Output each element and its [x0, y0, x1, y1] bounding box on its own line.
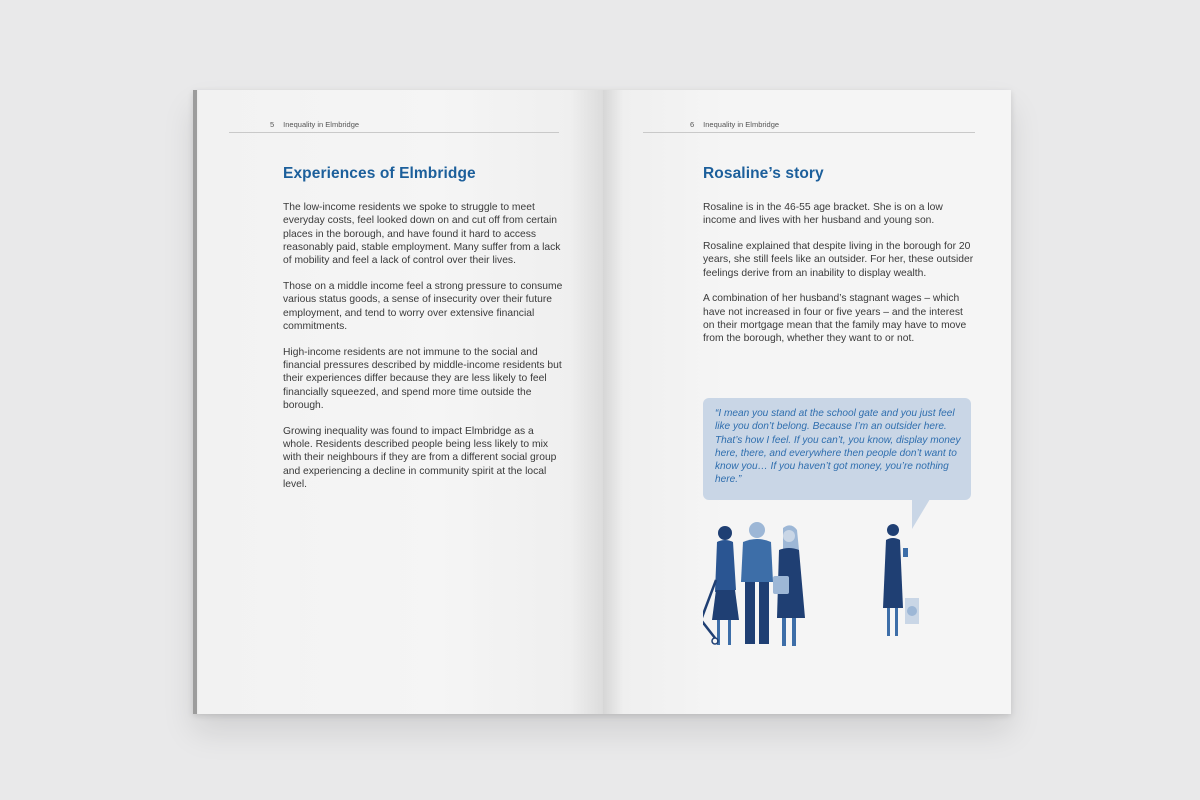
right-page-title: Rosaline’s story — [703, 165, 824, 182]
left-page-number: 5 — [270, 120, 275, 129]
people-at-school-gate-illustration — [703, 520, 963, 670]
paragraph: Growing inequality was found to impact Elmbridge as a whole. Residents described people being less likely to mix with their neighbours if they are from a different social group and experiencing a decline in community spirit at the local level. — [283, 425, 557, 490]
left-header-rule — [229, 132, 559, 133]
paragraph: Rosaline is in the 46-55 age bracket. She is on a low income and lives with her husband and young son. — [703, 202, 943, 227]
paragraph: Rosaline explained that despite living in the borough for 20 years, she still feels like an outsider. For her, these outsider feelings derive from an inability to display wealth. — [703, 241, 974, 279]
right-page-number: 6 — [690, 120, 695, 129]
paragraph: The low-income residents we spoke to struggle to meet everyday costs, feel looked down on and cut off from certain places in the borough, and have found it hard to access reasonably paid, stable employment. Many suffer from a lack of mobility and feel a lack of control over their lives. — [283, 202, 561, 267]
woman-on-phone-icon — [883, 524, 919, 636]
right-header-rule — [643, 132, 975, 133]
left-running-head — [270, 120, 359, 129]
quote-bubble — [703, 398, 971, 500]
woman-with-bag-icon — [773, 525, 805, 646]
paragraph: Those on a middle income feel a strong pressure to consume various status goods, a sense of insecurity over their future employment, and tend to worry over extensive financial commitments. — [283, 280, 563, 332]
right-running-head — [690, 120, 779, 129]
open-booklet — [193, 90, 1011, 714]
left-running-title: Inequality in Elmbridge — [283, 120, 360, 129]
quote-text: “I mean you stand at the school gate and you just feel like you don’t belong. Because I’m an outsider here. That’s how I feel. If you can’t, you know, display money here, there, and everywhere then people don’t want to know you… If you haven’t got money, you’re nothing here.” — [715, 408, 961, 486]
paragraph: A combination of her husband’s stagnant wages – which have not increased in four or five years – and the interest on their mortgage mean that the family may have to move from the borough, whether they want to or not. — [703, 293, 967, 345]
man-figure-icon — [741, 522, 773, 644]
paragraph: High-income residents are not immune to the social and financial pressures described by middle-income residents but their experiences differ because they are less likely to feel financially squeezed, and spend more time outside the borough. — [283, 346, 562, 411]
right-page — [603, 90, 1011, 714]
left-page — [193, 90, 603, 714]
right-running-title: Inequality in Elmbridge — [703, 120, 780, 129]
left-body-text — [283, 201, 563, 504]
left-page-title: Experiences of Elmbridge — [283, 165, 476, 182]
page-edge — [193, 90, 197, 714]
right-body-text — [703, 201, 975, 358]
person-with-walker-icon — [703, 526, 739, 645]
